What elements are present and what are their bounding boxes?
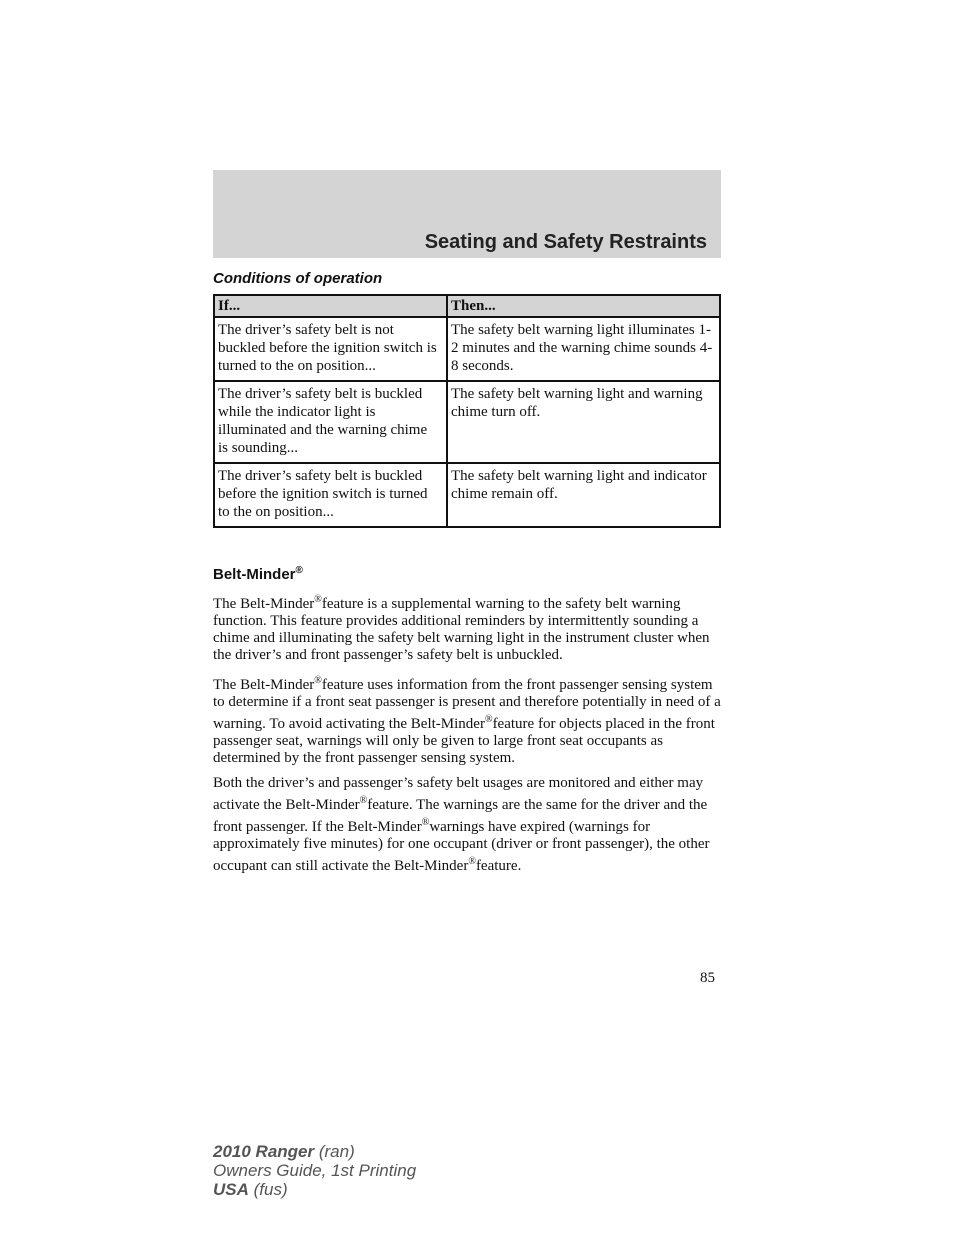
- footer-line-3: [213, 1180, 416, 1199]
- footer-line-1: [213, 1142, 416, 1161]
- footer: [213, 1142, 416, 1199]
- registered-mark: ®: [359, 795, 368, 806]
- p3-text-a: Both the driver’s and passenger’s safety belt usages are monitored and either may activate the Belt-Minder: [213, 775, 704, 813]
- p3-text-d: feature.: [475, 858, 522, 874]
- p2-text-b: feature uses information from the front passenger sensing system to determine if a front seat passenger is present and therefore potentially in need of a warning. To avoid activating the Belt-Minder: [213, 677, 721, 732]
- registered-mark: ®: [314, 594, 322, 605]
- if-cell: The driver’s safety belt is buckled while the indicator light is illuminated and the warning chime is sounding...: [214, 381, 447, 463]
- footer-model: 2010 Ranger: [213, 1142, 315, 1161]
- table-row: [214, 463, 720, 527]
- belt-minder-section: [213, 562, 721, 883]
- p3-text-c: warnings have expired (warnings for approximately five minutes) for one occupant (driver or front passenger), the other occupant can still activate the Belt-Minder: [213, 819, 710, 874]
- paragraph-1: [213, 591, 721, 664]
- belt-minder-heading: [213, 562, 721, 583]
- then-cell: The safety belt warning light and warning chime turn off.: [447, 381, 720, 463]
- if-cell: The driver’s safety belt is buckled before the ignition switch is turned to the on position...: [214, 463, 447, 527]
- conditions-heading: Conditions of operation: [213, 270, 383, 287]
- heading-text: Belt-Minder: [213, 566, 296, 583]
- footer-market: USA: [213, 1180, 249, 1199]
- p2-text-a: The Belt-Minder: [213, 677, 315, 693]
- registered-mark: ®: [295, 565, 303, 576]
- p1-text-b: feature is a supplemental warning to the safety belt warning function. This feature provides additional reminders by intermittently sounding a chime and illuminating the safety belt warning light in the instrument cluster when the driver’s and front passenger’s safety belt is unbuckled.: [213, 596, 710, 663]
- p2-text-c: feature for objects placed in the front passenger seat, warnings will only be given to large front seat occupants as determined by the front passenger sensing system.: [213, 716, 715, 766]
- page-number: 85: [700, 970, 715, 986]
- registered-mark: ®: [468, 856, 476, 867]
- footer-model-code: (ran): [318, 1142, 355, 1161]
- then-cell: The safety belt warning light and indicator chime remain off.: [447, 463, 720, 527]
- then-cell: The safety belt warning light illuminates 1-2 minutes and the warning chime sounds 4-8 seconds.: [447, 317, 720, 381]
- paragraph-2: [213, 672, 721, 767]
- column-header-if: If...: [214, 295, 447, 317]
- paragraph-3: [213, 775, 721, 875]
- section-title: Seating and Safety Restraints: [424, 231, 707, 253]
- registered-mark: ®: [421, 817, 430, 828]
- p1-text-a: The Belt-Minder: [213, 596, 315, 612]
- column-header-then: Then...: [447, 295, 720, 317]
- section-header: [213, 170, 721, 258]
- p3-text-b: feature. The warnings are the same for the driver and the front passenger. If the Belt-Minder: [213, 797, 708, 835]
- table-row: [214, 317, 720, 381]
- table-row: [214, 381, 720, 463]
- registered-mark: ®: [314, 675, 322, 686]
- conditions-table: [213, 294, 721, 528]
- footer-line-2: Owners Guide, 1st Printing: [213, 1161, 417, 1180]
- registered-mark: ®: [484, 714, 493, 725]
- if-cell: The driver’s safety belt is not buckled before the ignition switch is turned to the on position...: [214, 317, 447, 381]
- footer-market-code: (fus): [253, 1180, 288, 1199]
- table-header-row: [214, 295, 720, 317]
